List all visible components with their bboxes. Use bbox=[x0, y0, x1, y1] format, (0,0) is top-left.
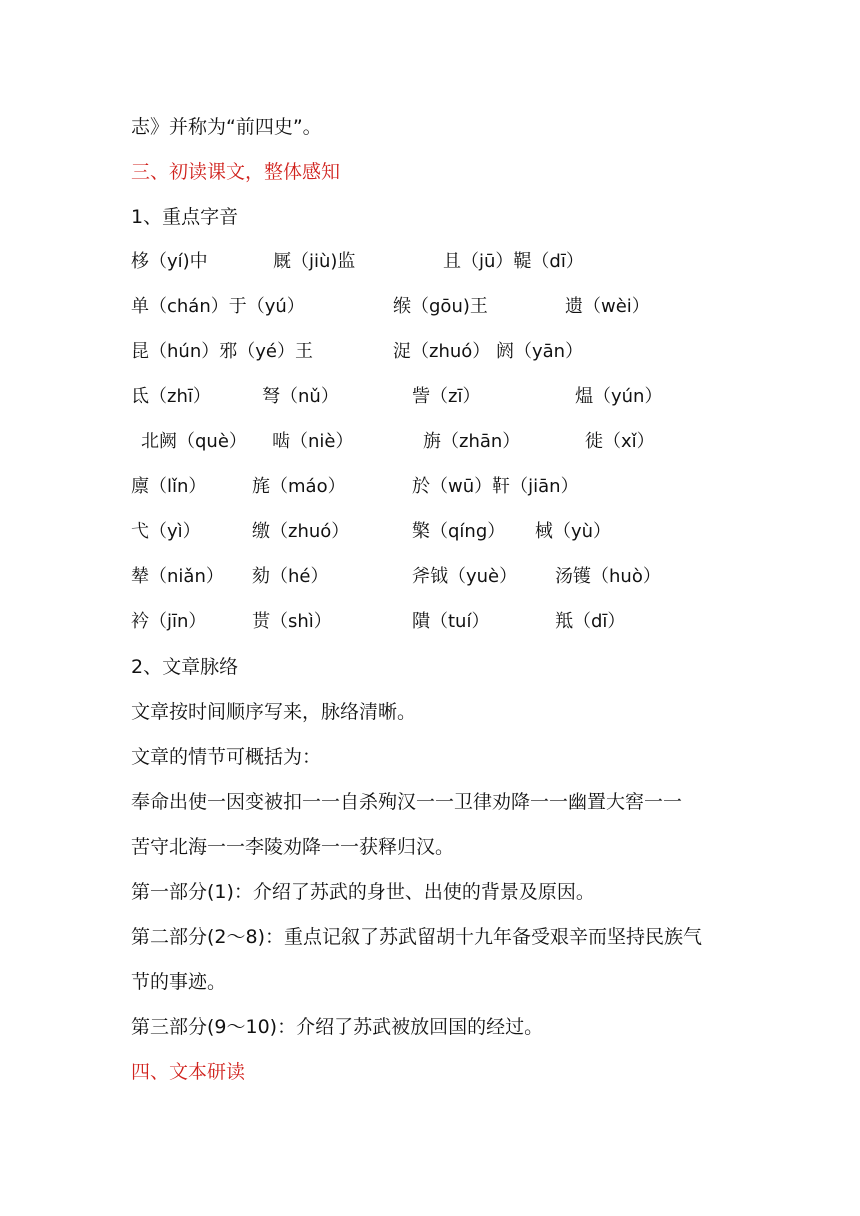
pronunciation-item: 且（jū）鞮（dī） bbox=[443, 251, 584, 272]
paragraph-line: 第一部分(1)：介绍了苏武的身世、出使的背景及原因。 bbox=[131, 881, 595, 903]
pronunciation-item: 斧钺（yuè） bbox=[412, 566, 518, 587]
paragraph-line: 第三部分(9～10)：介绍了苏武被放回国的经过。 bbox=[131, 1016, 544, 1038]
paragraph-line: 节的事迹。 bbox=[131, 971, 227, 993]
paragraph-line: 奉命出使一因变被扣一一自杀殉汉一一卫律劝降一一幽置大窖一一 bbox=[131, 791, 683, 813]
pronunciation-item: 单（chán）于（yú） bbox=[131, 296, 305, 317]
pronunciation-item: 弋（yì） bbox=[131, 521, 201, 542]
pronunciation-item: 北阙（què） bbox=[141, 431, 247, 452]
pronunciation-item: 浞（zhuó） 阏（yān） bbox=[393, 341, 584, 362]
pronunciation-item: 棫（yù） bbox=[535, 521, 612, 542]
pronunciation-item: 隤（tuí） bbox=[412, 611, 490, 632]
pronunciation-item: 缴（zhuó） bbox=[252, 521, 350, 542]
pronunciation-item: 辇（niǎn） bbox=[131, 566, 224, 587]
pronunciation-item: 贳（shì） bbox=[252, 611, 332, 632]
pronunciation-item: 訾（zī） bbox=[412, 386, 481, 407]
section-heading-4: 四、文本研读 bbox=[131, 1061, 246, 1083]
pronunciation-item: 旃（zhān） bbox=[423, 431, 521, 452]
pronunciation-item: 徙（xǐ） bbox=[585, 431, 655, 452]
pronunciation-item: 遗（wèi） bbox=[565, 296, 650, 317]
pronunciation-item: 於（wū）靬（jiān） bbox=[412, 476, 579, 497]
intro-tail-text: 志》并称为“前四史”。 bbox=[131, 116, 322, 138]
pronunciation-item: 啮（niè） bbox=[272, 431, 354, 452]
paragraph-line: 第二部分(2～8)：重点记叙了苏武留胡十九年备受艰辛而坚持民族气 bbox=[131, 926, 703, 948]
pronunciation-item: 廪（lǐn） bbox=[131, 476, 207, 497]
subsection-title-structure: 2、文章脉络 bbox=[131, 656, 239, 678]
pronunciation-item: 昆（hún）邪（yé）王 bbox=[131, 341, 313, 362]
pronunciation-item: 氐（zhī） bbox=[131, 386, 211, 407]
pronunciation-item: 栘（yí)中 bbox=[131, 251, 208, 272]
pronunciation-item: 厩（jiù)监 bbox=[273, 251, 356, 272]
pronunciation-item: 羝（dī） bbox=[555, 611, 626, 632]
pronunciation-item: 劾（hé） bbox=[252, 566, 329, 587]
paragraph-line: 文章按时间顺序写来，脉络清晰。 bbox=[131, 701, 417, 723]
subsection-title-pronunciation: 1、重点字音 bbox=[131, 206, 239, 228]
paragraph-line: 文章的情节可概括为： bbox=[131, 746, 322, 768]
paragraph-line: 苦守北海一一李陵劝降一一获释归汉。 bbox=[131, 836, 455, 858]
pronunciation-item: 檠（qíng） bbox=[412, 521, 506, 542]
pronunciation-item: 弩（nǔ） bbox=[262, 386, 339, 407]
pronunciation-item: 缑（gōu)王 bbox=[393, 296, 488, 317]
pronunciation-item: 旄（máo） bbox=[252, 476, 346, 497]
pronunciation-item: 汤镬（huò） bbox=[555, 566, 661, 587]
pronunciation-item: 衿（jīn） bbox=[131, 611, 207, 632]
section-heading-3: 三、初读课文，整体感知 bbox=[131, 161, 341, 183]
pronunciation-item: 煴（yún） bbox=[575, 386, 663, 407]
